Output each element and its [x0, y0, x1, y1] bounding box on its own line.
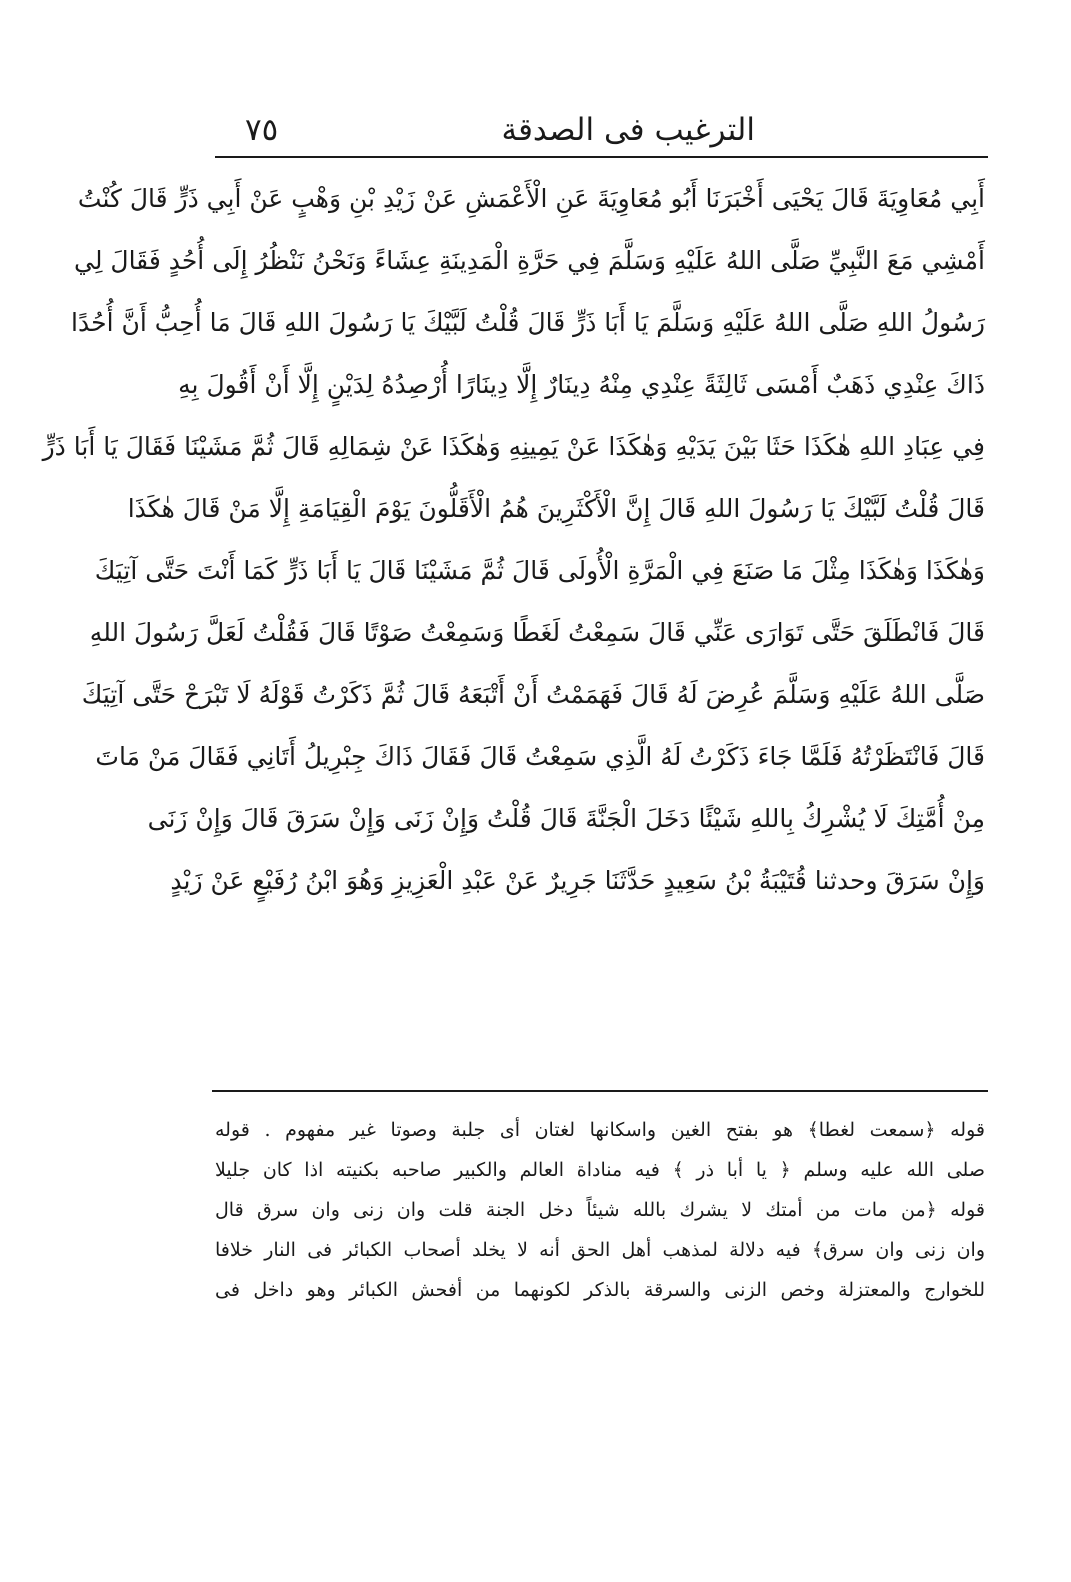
main-text-line: قَالَ فَانْطَلَقَ حَتَّى تَوَارَى عَنِّي قَالَ سَمِعْتُ لَغَطًا وَسَمِعْتُ صَوْتًا قَالَ فَقُلْتُ لَعَلَّ رَسُولَ اللهِ — [89, 618, 985, 647]
main-text-line: فِي عِبَادِ اللهِ هٰكَذَا حَثَا بَيْنَ يَدَيْهِ وَهٰكَذَا عَنْ يَمِينِهِ وَهٰكَذَا عَنْ شِمَالِهِ قَالَ ثُمَّ مَشَيْنَا فَقَالَ يَا أَبَا ذَرٍّ — [42, 432, 985, 461]
main-text-line: ذَاكَ عِنْدِي ذَهَبٌ أَمْسَى ثَالِثَةً عِنْدِي مِنْهُ دِينَارٌ إِلَّا دِينَارًا أُرْصِدُهُ لِدَيْنٍ إِلَّا أَنْ أَقُولَ بِهِ — [178, 370, 985, 399]
page-number: ٧٥ — [245, 112, 279, 148]
main-text-line: وَهٰكَذَا وَهٰكَذَا مِثْلَ مَا صَنَعَ فِي الْمَرَّةِ الْأُولَى قَالَ ثُمَّ مَشَيْنَا قَالَ يَا أَبَا ذَرٍّ كَمَا أَنْتَ حَتَّى آتِيَكَ — [94, 556, 985, 585]
main-text-line: وَإِنْ سَرَقَ وحدثنا قُتَيْبَةُ بْنُ سَعِيدٍ حَدَّثَنَا جَرِيرٌ عَنْ عَبْدِ الْعَزِيزِ وَهُوَ ابْنُ رُفَيْعٍ عَنْ زَيْدٍ — [170, 866, 985, 895]
page-header — [205, 108, 985, 156]
header-rule — [215, 156, 988, 158]
footnote-line: صلى الله عليه وسلم ﴿ يا أبا ذر ﴾ فيه مناداة العالم والكبير صاحبه بكنيته اذا كان جليلا — [215, 1159, 985, 1181]
footnotes — [215, 1110, 985, 1310]
main-text-line: أَمْشِي مَعَ النَّبِيِّ صَلَّى اللهُ عَلَيْهِ وَسَلَّمَ فِي حَرَّةِ الْمَدِينَةِ عِشَاءً وَنَحْنُ نَنْظُرُ إِلَى أُحُدٍ فَقَالَ لِي — [74, 246, 985, 275]
footnote-line: للخوارج والمعتزلة وخص الزنى والسرقة بالذكر لكونهما من أفحش الكبائر وهو داخل فى — [215, 1279, 985, 1301]
footnote-line: قوله ﴿من مات من أمتك لا يشرك بالله شيئاً دخل الجنة قلت وان زنى وان سرق قال — [215, 1199, 985, 1221]
footnote-line: وان زنى وان سرق﴾ فيه دلالة لمذهب أهل الحق أنه لا يخلد أصحاب الكبائر فى النار خلافا — [215, 1239, 985, 1261]
main-text-line: أَبِي مُعَاوِيَةَ قَالَ يَحْيَى أَخْبَرَنَا أَبُو مُعَاوِيَةَ عَنِ الْأَعْمَشِ عَنْ زَيْدِ بْنِ وَهْبٍ عَنْ أَبِي ذَرٍّ قَالَ كُنْتُ — [77, 184, 985, 213]
main-text-line: صَلَّى اللهُ عَلَيْهِ وَسَلَّمَ عُرِضَ لَهُ قَالَ فَهَمَمْتُ أَنْ أَتْبَعَهُ قَالَ ثُمَّ ذَكَرْتُ قَوْلَهُ لَا تَبْرَحْ حَتَّى آتِيَكَ — [81, 680, 985, 709]
main-text-line: قَالَ فَانْتَظَرْتُهُ فَلَمَّا جَاءَ ذَكَرْتُ لَهُ الَّذِي سَمِعْتُ قَالَ فَقَالَ ذَاكَ جِبْرِيلُ أَتَانِي فَقَالَ مَنْ مَاتَ — [95, 742, 985, 771]
footnote-rule — [212, 1090, 988, 1092]
main-text-line: رَسُولُ اللهِ صَلَّى اللهُ عَلَيْهِ وَسَلَّمَ يَا أَبَا ذَرٍّ قَالَ قُلْتُ لَبَّيْكَ يَا رَسُولَ اللهِ قَالَ مَا أُحِبُّ أَنَّ أُحُدًا — [71, 308, 985, 337]
footnote-line: قوله ﴿سمعت لغطا﴾ هو بفتح الغين واسكانها لغتان أى جلبة وصوتا غير مفهوم . قوله — [215, 1119, 985, 1141]
running-title: الترغيب فى الصدقة — [501, 112, 755, 148]
main-text — [42, 168, 985, 912]
main-text-line: قَالَ قُلْتُ لَبَّيْكَ يَا رَسُولَ اللهِ قَالَ إِنَّ الْأَكْثَرِينَ هُمُ الْأَقَلُّونَ يَوْمَ الْقِيَامَةِ إِلَّا مَنْ قَالَ هٰكَذَا — [127, 494, 985, 523]
main-text-line: مِنْ أُمَّتِكَ لَا يُشْرِكُ بِاللهِ شَيْئًا دَخَلَ الْجَنَّةَ قَالَ قُلْتُ وَإِنْ زَنَى وَإِنْ سَرَقَ قَالَ وَإِنْ زَنَى — [147, 804, 985, 833]
